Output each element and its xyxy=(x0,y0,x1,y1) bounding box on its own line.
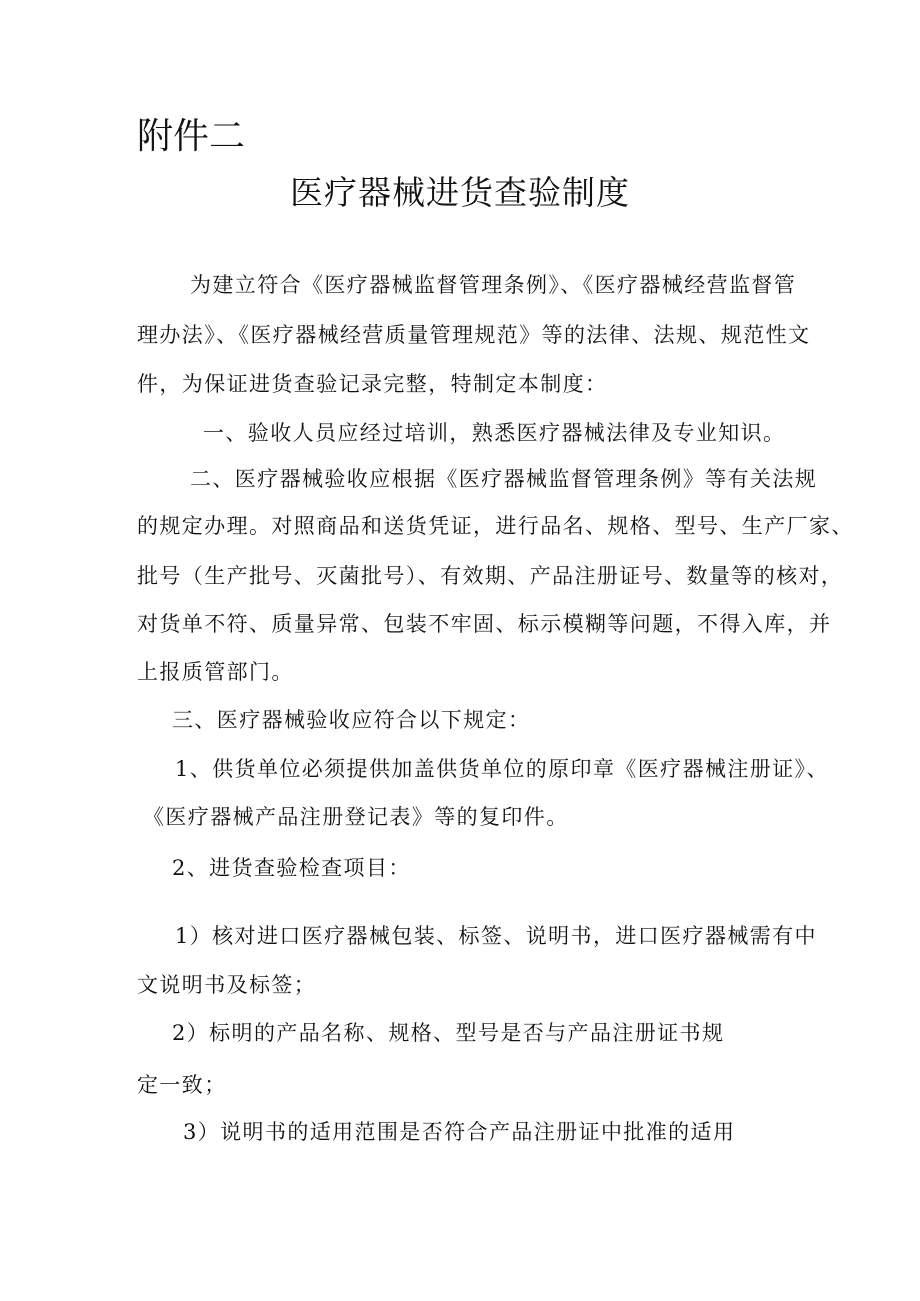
annex-label: 附件二 xyxy=(137,116,246,157)
clause-2-line-3: 批号（生产批号、灭菌批号）、有效期、产品注册证号、数量等的核对， xyxy=(137,564,844,588)
item-1-line-2: 《医疗器械产品注册登记表》等的复印件。 xyxy=(143,805,569,829)
clause-2-line-1: 二、医疗器械验收应根据《医疗器械监督管理条例》等有关法规 xyxy=(190,467,818,491)
clause-1: 一、验收人员应经过培训，熟悉医疗器械法律及专业知识。 xyxy=(203,421,786,445)
item-2: 2、进货查验检查项目： xyxy=(172,856,411,880)
item-1-line-1: 1、供货单位必须提供加盖供货单位的原印章《医疗器械注册证》、 xyxy=(175,757,829,781)
subitem-2-line-1: 2）标明的产品名称、规格、型号是否与产品注册证书规 xyxy=(172,1021,725,1045)
clause-2-line-5: 上报质管部门。 xyxy=(137,660,294,684)
subitem-1-line-2: 文说明书及标签； xyxy=(137,973,317,997)
clause-2-line-2: 的规定办理。对照商品和送货凭证，进行品名、规格、型号、生产厂家、 xyxy=(137,514,854,538)
subitem-1-line-1: 1）核对进口医疗器械包装、标签、说明书，进口医疗器械需有中 xyxy=(175,924,817,948)
intro-line-1: 为建立符合《医疗器械监督管理条例》、《医疗器械经营监督管 xyxy=(190,273,797,297)
intro-line-3: 件，为保证进货查验记录完整，特制定本制度： xyxy=(137,372,608,396)
subitem-3-line-1: 3）说明书的适用范围是否符合产品注册证中批准的适用 xyxy=(183,1120,736,1144)
clause-3: 三、医疗器械验收应符合以下规定： xyxy=(172,708,531,732)
document-title: 医疗器械进货查验制度 xyxy=(290,173,630,212)
clause-2-line-4: 对货单不符、质量异常、包装不牢固、标示模糊等问题，不得入库，并 xyxy=(137,612,832,636)
subitem-2-line-2: 定一致； xyxy=(137,1073,227,1097)
intro-line-2: 理办法》、《医疗器械经营质量管理规范》等的法律、法规、规范性文 xyxy=(137,323,811,347)
